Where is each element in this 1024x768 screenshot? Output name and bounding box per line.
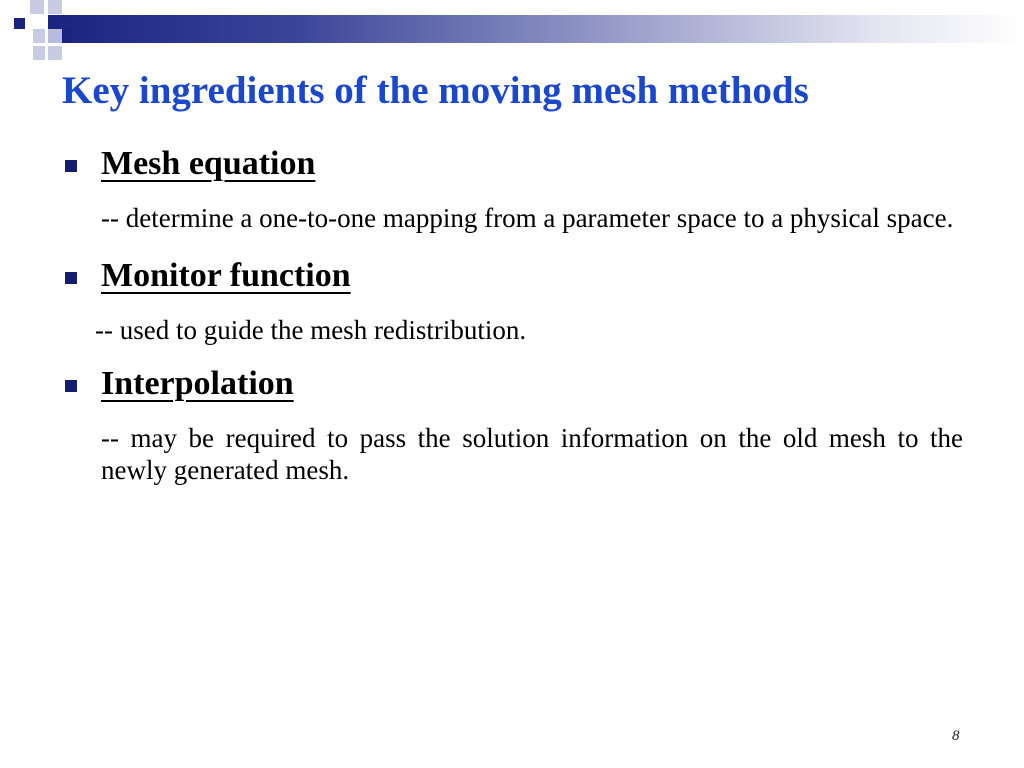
slide-title: Key ingredients of the moving mesh methods bbox=[62, 69, 809, 112]
decor-square bbox=[14, 18, 25, 29]
square-bullet-icon bbox=[65, 272, 77, 284]
decor-square bbox=[48, 29, 62, 43]
square-bullet-icon bbox=[65, 380, 77, 392]
decor-square bbox=[30, 0, 44, 14]
decor-square bbox=[33, 29, 45, 43]
item-heading-monitor-function: Monitor function bbox=[101, 257, 351, 294]
square-bullet-icon bbox=[65, 160, 77, 172]
bullet-list bbox=[64, 144, 964, 486]
item-description: -- determine a one-to-one mapping from a parameter space to a physical space. bbox=[101, 203, 954, 233]
list-item bbox=[64, 256, 964, 346]
item-description: -- may be required to pass the solution information on the old mesh to the newly generated mesh. bbox=[101, 423, 963, 485]
list-item bbox=[64, 364, 964, 486]
item-description: -- used to guide the mesh redistribution. bbox=[95, 315, 527, 345]
list-item bbox=[64, 144, 964, 234]
decor-square bbox=[48, 0, 62, 14]
page-number: 8 bbox=[952, 728, 960, 744]
decor-square bbox=[33, 46, 45, 60]
item-heading-mesh-equation: Mesh equation bbox=[101, 145, 316, 182]
gradient-bar bbox=[48, 15, 1024, 43]
item-heading-interpolation: Interpolation bbox=[101, 365, 294, 402]
decor-square bbox=[48, 46, 62, 60]
decor-square bbox=[62, 30, 72, 42]
